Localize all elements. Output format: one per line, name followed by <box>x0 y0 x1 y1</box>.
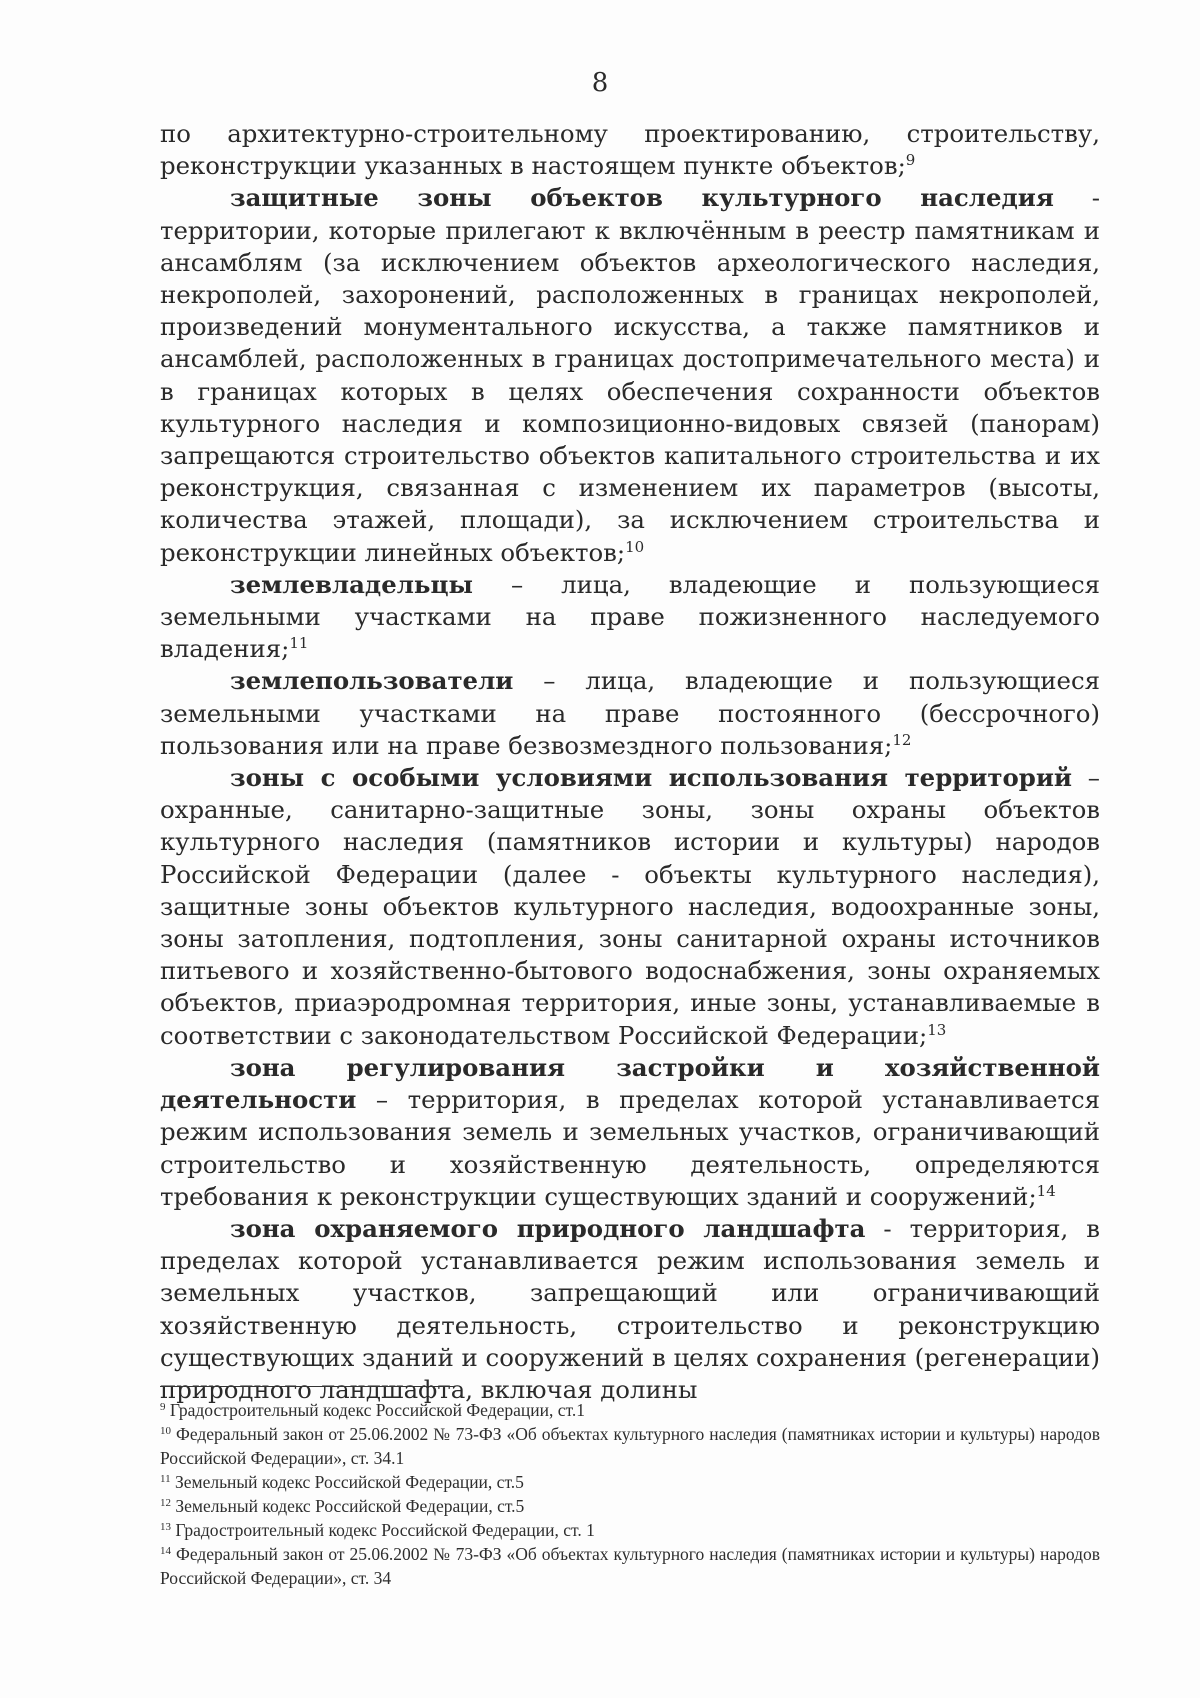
footnote <box>160 1398 1100 1422</box>
footnote <box>160 1542 1100 1590</box>
definition-text: – лица, владеющие и пользующиеся земельными участками на праве пожизненного наследуемого владения; <box>160 569 1100 664</box>
footnotes <box>160 1398 1100 1590</box>
footnote-ref: 14 <box>1036 1181 1056 1200</box>
definition-term: землевладельцы <box>230 569 473 599</box>
definition-text: – территория, в пределах которой устанавливается режим использования земель и земельных участков, ограничивающий строительство и хозяйственную деятельность, определяются требования к реконструкции существующих зданий и сооружений; <box>160 1085 1100 1211</box>
footnote-text: Градостроительный кодекс Российской Федерации, ст. 1 <box>175 1520 595 1540</box>
definition-special-zones <box>160 762 1100 1052</box>
footnote-text: Федеральный закон от 25.06.2002 № 73-ФЗ «Об объектах культурного наследия (памятниках истории и культуры) народов Российской Федерации», ст. 34 <box>160 1544 1100 1588</box>
definition-text: – охранные, санитарно-защитные зоны, зоны охраны объектов культурного наследия (памятников истории и культуры) народов Российской Федерации (далее - объекты культурного наследия), защитные зоны объектов культурного наследия, водоохранные зоны, зоны затопления, подтопления, зоны санитарной охраны источников питьевого и хозяйственно-бытового водоснабжения, зоны охраняемых объектов, приаэродромная территория, иные зоны, устанавливаемые в соответствии с законодательством Российской Федерации; <box>160 763 1101 1050</box>
definition-term: зоны с особыми условиями использования территорий <box>230 763 1073 793</box>
footnote-text: Земельный кодекс Российской Федерации, ст.5 <box>175 1496 525 1516</box>
footnote-number: 14 <box>160 1545 171 1557</box>
definition-text: - территории, которые прилегают к включённым в реестр памятникам и ансамблям (за исключением объектов археологического наследия, некрополей, захоронений, расположенных в границах некрополей, произведений монументального искусства, а также памятников и ансамблей, расположенных в границах достопримечательного места) и в границах которых в целях обеспечения сохранности объектов культурного наследия и композиционно-видовых связей (панорам) запрещаются строительство объектов капитального строительства и их реконструкция, связанная с изменением их параметров (высоты, количества этажей, площади), за исключением строительства и реконструкции линейных объектов; <box>160 183 1100 567</box>
footnote-separator <box>160 1386 453 1387</box>
definition-regulation-zone <box>160 1052 1100 1213</box>
footnote-number: 12 <box>160 1497 171 1509</box>
footnote-number: 11 <box>160 1473 171 1485</box>
paragraph-continuation <box>160 118 1100 182</box>
definition-protective-zones <box>160 182 1100 568</box>
definition-term: землепользователи <box>230 666 514 696</box>
footnote-ref: 9 <box>905 151 916 170</box>
footnote-number: 10 <box>160 1425 171 1437</box>
footnote-text: Федеральный закон от 25.06.2002 № 73-ФЗ «Об объектах культурного наследия (памятниках истории и культуры) народов Российской Федерации», ст. 34.1 <box>160 1424 1100 1468</box>
footnote-ref: 11 <box>289 634 309 653</box>
footnote-number: 13 <box>160 1521 171 1533</box>
paragraph-text: по архитектурно-строительному проектированию, строительству, реконструкции указанных в настоящем пункте объектов; <box>160 119 1100 181</box>
footnote-ref: 10 <box>625 537 645 556</box>
footnote-text: Градостроительный кодекс Российской Федерации, ст.1 <box>169 1400 585 1420</box>
definition-landscape-zone <box>160 1213 1100 1406</box>
definition-landowners <box>160 569 1100 666</box>
footnote <box>160 1518 1100 1542</box>
footnote-ref: 13 <box>927 1020 947 1039</box>
definition-land-users <box>160 665 1100 762</box>
footnote <box>160 1422 1100 1470</box>
definition-term: защитные зоны объектов культурного наследия <box>230 183 1054 213</box>
definition-text: – лица, владеющие и пользующиеся земельными участками на праве постоянного (бессрочного) пользования или на праве безвозмездного пользования; <box>160 666 1100 760</box>
definition-term: зона охраняемого природного ландшафта <box>230 1213 866 1243</box>
footnote-number: 9 <box>160 1401 166 1413</box>
footnote-text: Земельный кодекс Российской Федерации, ст.5 <box>174 1472 524 1492</box>
definition-text: - территория, в пределах которой устанавливается режим использования земель и земельных участков, запрещающий или ограничивающий хозяйственную деятельность, строительство и реконструкцию существующих зданий и сооружений в целях сохранения (регенерации) природного ландшафта, включая долины <box>160 1213 1100 1404</box>
footnote <box>160 1470 1100 1494</box>
footnote-ref: 12 <box>892 730 912 749</box>
page-number: 8 <box>591 68 609 98</box>
body-text <box>160 118 1100 1406</box>
footnote <box>160 1494 1100 1518</box>
definition-term: зона регулирования застройки и хозяйственной деятельности <box>160 1052 1100 1115</box>
